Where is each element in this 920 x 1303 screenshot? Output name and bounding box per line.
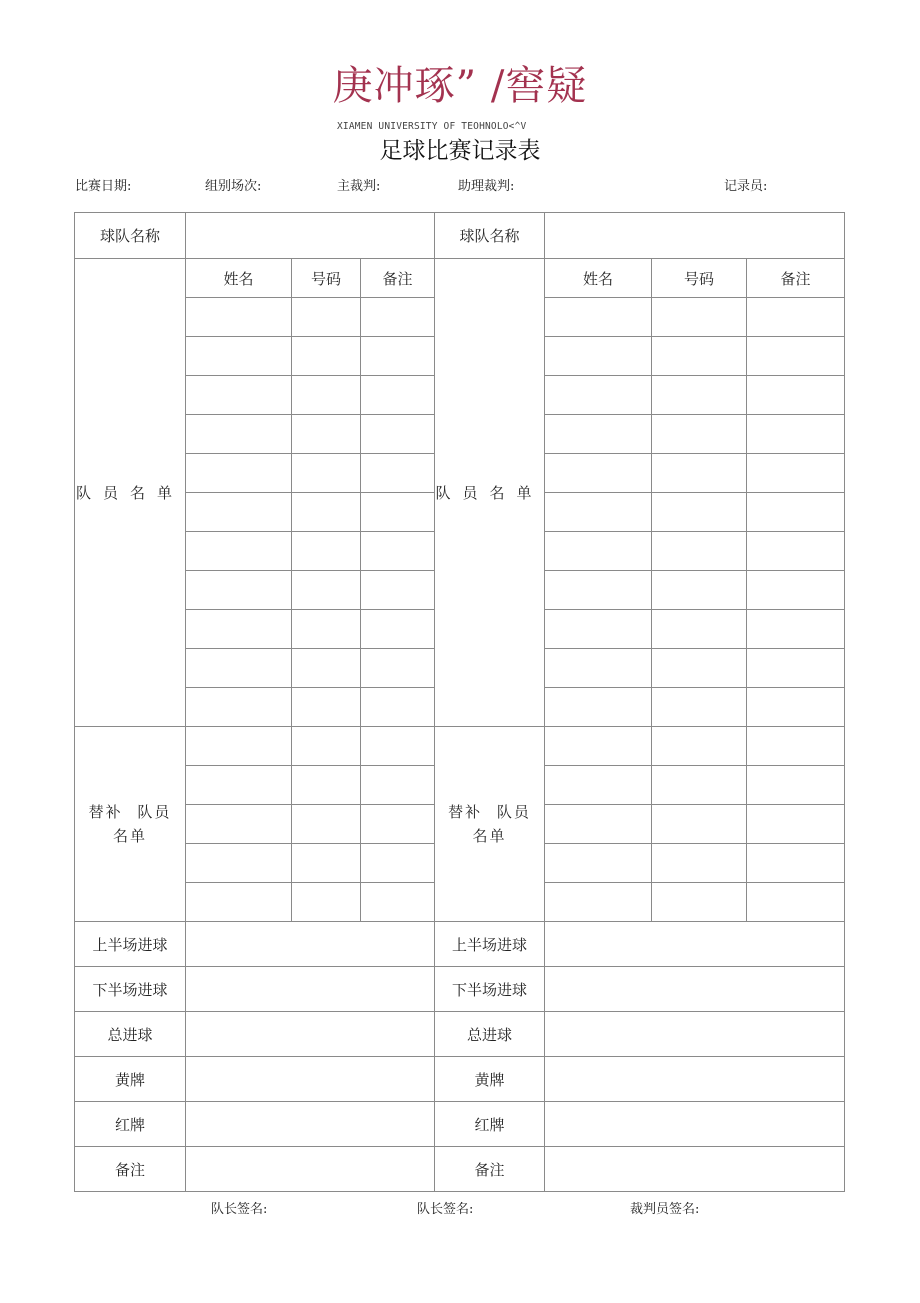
team-a-player-number-cell[interactable] [292,493,361,532]
team-a-col-name: 姓名 [186,259,292,298]
team-b-player-number-cell[interactable] [652,454,747,493]
team-a-red-cards-field[interactable] [186,1102,435,1147]
team-a-player-note-cell[interactable] [361,805,435,844]
team-b-player-number-cell[interactable] [652,805,747,844]
team-b-player-name-cell[interactable] [545,805,652,844]
match-record-table [74,212,845,1192]
team-b-player-name-cell[interactable] [545,766,652,805]
team-a-player-name-cell[interactable] [186,493,292,532]
remarks-row [75,1147,845,1192]
team-a-player-number-cell[interactable] [292,844,361,883]
team-b-player-note-cell[interactable] [747,883,845,922]
team-b-player-name-cell[interactable] [545,454,652,493]
team-a-player-number-cell[interactable] [292,688,361,727]
page-title: 足球比赛记录表 [379,138,541,164]
team-a-total-goals-label: 总进球 [75,1012,186,1057]
team-b-player-note-cell[interactable] [747,337,845,376]
team-b-total-goals-label: 总进球 [435,1012,545,1057]
team-a-total-goals-field[interactable] [186,1012,435,1057]
team-b-player-note-cell[interactable] [747,493,845,532]
team-a-player-number-cell[interactable] [292,454,361,493]
team-a-yellow-cards-label: 黄牌 [75,1057,186,1102]
team-a-player-number-cell[interactable] [292,649,361,688]
team-b-player-number-cell[interactable] [652,649,747,688]
team-a-player-number-cell[interactable] [292,805,361,844]
team-b-player-name-cell[interactable] [545,571,652,610]
team-a-player-name-cell[interactable] [186,376,292,415]
team-a-player-note-cell[interactable] [361,532,435,571]
team-a-player-number-cell[interactable] [292,532,361,571]
team-a-player-number-cell[interactable] [292,376,361,415]
team-b-second-half-goals-field[interactable] [545,967,845,1012]
team-a-player-name-cell[interactable] [186,805,292,844]
first-half-goals-row [75,922,845,967]
team-a-player-number-cell[interactable] [292,571,361,610]
team-b-first-half-goals-field[interactable] [545,922,845,967]
team-a-player-number-cell[interactable] [292,766,361,805]
team-a-player-name-cell[interactable] [186,610,292,649]
team-a-second-half-goals-label: 下半场进球 [75,967,186,1012]
team-b-player-number-cell[interactable] [652,493,747,532]
team-a-player-number-cell[interactable] [292,883,361,922]
team-a-player-note-cell[interactable] [361,727,435,766]
team-b-player-name-cell[interactable] [545,844,652,883]
team-b-player-note-cell[interactable] [747,376,845,415]
team-b-player-note-cell[interactable] [747,766,845,805]
team-a-player-name-cell[interactable] [186,766,292,805]
team-b-player-note-cell[interactable] [747,805,845,844]
team-a-player-name-cell[interactable] [186,649,292,688]
team-a-yellow-cards-field[interactable] [186,1057,435,1102]
team-b-player-name-cell[interactable] [545,883,652,922]
meta-group-round: 组别场次: [205,179,262,194]
captain-a-signature: 队长签名: [211,1202,268,1217]
team-a-player-number-cell[interactable] [292,415,361,454]
team-a-player-note-cell[interactable] [361,883,435,922]
team-b-col-number: 号码 [652,259,747,298]
yellow-cards-row [75,1057,845,1102]
team-b-remarks-field[interactable] [545,1147,845,1192]
team-a-player-number-cell[interactable] [292,727,361,766]
team-a-player-name-cell[interactable] [186,727,292,766]
team-a-player-note-cell[interactable] [361,766,435,805]
team-a-first-half-goals-label: 上半场进球 [75,922,186,967]
team-a-player-note-cell[interactable] [361,610,435,649]
team-b-player-note-cell[interactable] [747,649,845,688]
team-b-red-cards-label: 红牌 [435,1102,545,1147]
team-b-player-number-cell[interactable] [652,337,747,376]
team-a-first-half-goals-field[interactable] [186,922,435,967]
team-a-player-name-cell[interactable] [186,532,292,571]
team-b-player-note-cell[interactable] [747,532,845,571]
team-a-player-note-cell[interactable] [361,493,435,532]
team-b-player-name-cell[interactable] [545,376,652,415]
team-b-player-number-cell[interactable] [652,766,747,805]
team-b-yellow-cards-field[interactable] [545,1057,845,1102]
team-a-name-label: 球队名称 [75,213,186,259]
team-b-player-note-cell[interactable] [747,610,845,649]
red-cards-row [75,1102,845,1147]
team-b-player-number-cell[interactable] [652,532,747,571]
team-a-player-note-cell[interactable] [361,844,435,883]
team-a-player-name-cell[interactable] [186,883,292,922]
team-a-player-note-cell[interactable] [361,571,435,610]
team-b-player-name-cell[interactable] [545,532,652,571]
team-b-player-name-cell[interactable] [545,610,652,649]
team-b-subs-label: 替补 队员 名单 [435,727,545,922]
team-b-player-note-cell[interactable] [747,454,845,493]
substitute-row [75,727,845,766]
team-b-player-number-cell[interactable] [652,727,747,766]
team-a-player-name-cell[interactable] [186,415,292,454]
team-b-player-name-cell[interactable] [545,649,652,688]
team-a-player-note-cell[interactable] [361,454,435,493]
team-a-col-note: 备注 [361,259,435,298]
team-a-player-name-cell[interactable] [186,688,292,727]
meta-assistant-referee: 助理裁判: [458,179,515,194]
referee-signature: 裁判员签名: [630,1202,700,1217]
team-a-player-name-cell[interactable] [186,298,292,337]
team-b-player-note-cell[interactable] [747,727,845,766]
team-a-player-note-cell[interactable] [361,649,435,688]
team-a-player-number-cell[interactable] [292,610,361,649]
team-b-total-goals-field[interactable] [545,1012,845,1057]
team-a-player-number-cell[interactable] [292,337,361,376]
roster-header-row [75,259,845,298]
meta-main-referee: 主裁判: [337,179,381,194]
team-b-player-name-cell[interactable] [545,337,652,376]
team-a-player-note-cell[interactable] [361,298,435,337]
total-goals-row [75,1012,845,1057]
team-a-name-field[interactable] [186,213,435,259]
team-b-second-half-goals-label: 下半场进球 [435,967,545,1012]
team-a-red-cards-label: 红牌 [75,1102,186,1147]
team-a-player-number-cell[interactable] [292,298,361,337]
team-a-subs-label: 替补 队员 名单 [75,727,186,922]
school-logo-text: 庚冲琢” /窖疑 [332,63,588,109]
team-b-player-note-cell[interactable] [747,844,845,883]
second-half-goals-row [75,967,845,1012]
school-english-name: XIAMEN UNIVERSITY OF TEOHNOLO<^V [337,121,527,132]
team-b-player-number-cell[interactable] [652,844,747,883]
team-b-player-number-cell[interactable] [652,571,747,610]
team-b-player-note-cell[interactable] [747,415,845,454]
team-b-red-cards-field[interactable] [545,1102,845,1147]
team-b-yellow-cards-label: 黄牌 [435,1057,545,1102]
team-a-player-name-cell[interactable] [186,454,292,493]
team-b-player-name-cell[interactable] [545,493,652,532]
meta-match-date: 比赛日期: [75,179,132,194]
team-b-player-name-cell[interactable] [545,727,652,766]
team-a-remarks-field[interactable] [186,1147,435,1192]
team-a-player-name-cell[interactable] [186,571,292,610]
team-b-first-half-goals-label: 上半场进球 [435,922,545,967]
team-a-player-note-cell[interactable] [361,415,435,454]
team-b-player-number-cell[interactable] [652,415,747,454]
team-b-player-number-cell[interactable] [652,610,747,649]
team-name-row [75,213,845,259]
team-a-remarks-label: 备注 [75,1147,186,1192]
team-b-player-number-cell[interactable] [652,688,747,727]
team-b-player-number-cell[interactable] [652,298,747,337]
team-b-player-name-cell[interactable] [545,298,652,337]
meta-recorder: 记录员: [724,179,768,194]
team-b-player-name-cell[interactable] [545,415,652,454]
team-b-remarks-label: 备注 [435,1147,545,1192]
team-b-player-number-cell[interactable] [652,883,747,922]
team-b-name-field[interactable] [545,213,845,259]
team-b-player-note-cell[interactable] [747,688,845,727]
team-a-roster-label: 队员名单 [75,259,186,727]
team-b-roster-label: 队员名单 [435,259,545,727]
team-b-col-note: 备注 [747,259,845,298]
team-a-player-note-cell[interactable] [361,688,435,727]
team-a-player-name-cell[interactable] [186,844,292,883]
team-a-player-note-cell[interactable] [361,376,435,415]
team-b-player-number-cell[interactable] [652,376,747,415]
team-b-player-name-cell[interactable] [545,688,652,727]
team-a-second-half-goals-field[interactable] [186,967,435,1012]
team-b-col-name: 姓名 [545,259,652,298]
team-b-player-note-cell[interactable] [747,298,845,337]
team-b-name-label: 球队名称 [435,213,545,259]
team-b-player-note-cell[interactable] [747,571,845,610]
captain-b-signature: 队长签名: [417,1202,474,1217]
team-a-player-note-cell[interactable] [361,337,435,376]
team-a-player-name-cell[interactable] [186,337,292,376]
team-a-col-number: 号码 [292,259,361,298]
